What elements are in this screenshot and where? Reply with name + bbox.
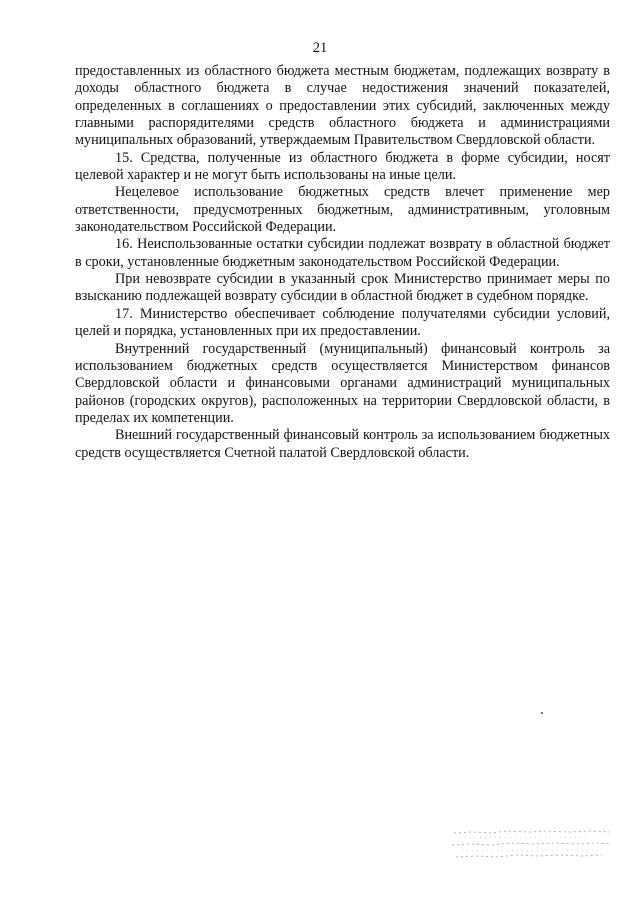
paragraph-item-15: 15. Средства, полученные из областного бюджета в форме субсидии, носят целевой характер и не могут быть использованы на иные цели. [75,149,610,184]
paragraph-misuse-liability: Нецелевое использование бюджетных средств влечет применение мер ответственности, предусмотренных бюджетным, административным, уголовным законодательством Российской Федерации. [75,184,610,236]
document-body [75,63,610,462]
scan-speck [541,712,543,714]
faint-scan-stamp [450,824,615,864]
page-number: 21 [312,40,328,56]
paragraph-continuation: предоставленных из областного бюджета местным бюджетам, подлежащих возврату в доходы областного бюджета в случае недостижения значений показателей, определенных в соглашениях о предоставлении этих субсидий, заключенных между главными распорядителями средств областного бюджета и администрациями муниципальных образований, утверждаемым Правительством Свердловской области. [75,63,610,149]
paragraph-item-17: 17. Министерство обеспечивает соблюдение получателями субсидии условий, целей и порядка, установленных при их предоставлении. [75,305,610,340]
paragraph-non-return: При невозврате субсидии в указанный срок Министерство принимает меры по взысканию подлежащей возврату субсидии в областной бюджет в судебном порядке. [75,271,610,305]
paragraph-external-control: Внешний государственный финансовый контроль за использованием бюджетных средств осуществляется Счетной палатой Свердловской области. [75,427,610,461]
paragraph-item-16: 16. Неиспользованные остатки субсидии подлежат возврату в областной бюджет в сроки, установленные бюджетным законодательством Российской Федерации. [75,236,610,270]
paragraph-internal-control: Внутренний государственный (муниципальный) финансовый контроль за использованием бюджетных средств осуществляется Министерством финансов Свердловской области и финансовыми органами администраций муниципальных районов (городских округов), расположенных на территории Свердловской области, в пределах их компетенции. [75,340,610,426]
